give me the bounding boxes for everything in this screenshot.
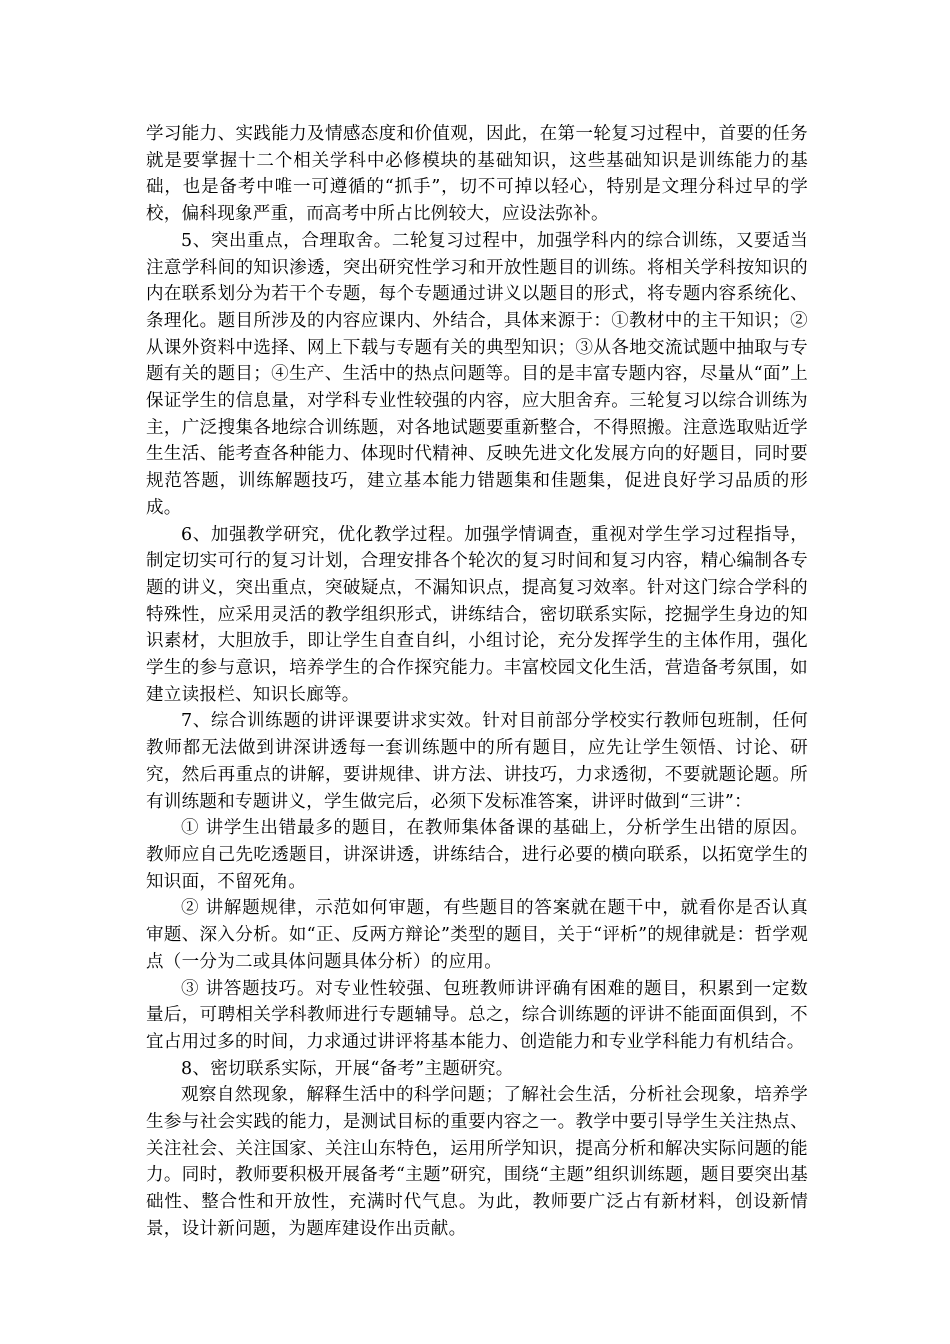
paragraph-item-8: 8、密切联系实际，开展“备考”主题研究。	[181, 1058, 514, 1079]
paragraph-item-7: 7、综合训练题的讲评课要讲求实效。针对目前部分学校实行教师包班制，任何教师都无法做到讲深讲透每一套训练题中的所有题目，应先让学生领悟、讨论、研究，然后再重点的讲解，要讲规律、讲方法、讲技巧，力求透彻，不要就题论题。所有训练题和专题讲义，学生做完后，必须下发标准答案，讲评时做到“三讲”：	[146, 711, 808, 812]
paragraph-subitem-2: ② 讲解题规律，示范如何审题，有些题目的答案就在题干中，就看你是否认真审题、深入分析。如“正、反两方辩论”类型的题目，关于“评析”的规律就是：哲学观点（一分为二或具体问题具体分析）的应用。	[146, 898, 808, 972]
document-page	[146, 121, 808, 1243]
paragraph-item-6: 6、加强教学研究，优化教学过程。加强学情调查，重视对学生学习过程指导，制定切实可行的复习计划，合理安排各个轮次的复习时间和复习内容，精心编制各专题的讲义，突出重点，突破疑点，不漏知识点，提高复习效率。针对这门综合学科的特殊性，应采用灵活的教学组织形式，讲练结合，密切联系实际，挖掘学生身边的知识素材，大胆放手，即让学生自查自纠，小组讨论，充分发挥学生的主体作用，强化学生的参与意识，培养学生的合作探究能力。丰富校园文化生活，营造备考氛围，如建立读报栏、知识长廊等。	[146, 524, 808, 705]
paragraph-item-5: 5、突出重点，合理取舍。二轮复习过程中，加强学科内的综合训练，又要适当注意学科间的知识渗透，突出研究性学习和开放性题目的训练。将相关学科按知识的内在联系划分为若干个专题，每个专题通过讲义以题目的形式，将专题内容系统化、条理化。题目所涉及的内容应课内、外结合，具体来源于：①教材中的主干知识；②从课外资料中选择、网上下载与专题有关的典型知识；③从各地交流试题中抽取与专题有关的题目；④生产、生活中的热点问题等。目的是丰富专题内容，尽量从“面”上保证学生的信息量，对学科专业性较强的内容，应大胆舍弃。三轮复习以综合训练为主，广泛搜集各地综合训练题，对各地试题要重新整合，不得照搬。注意选取贴近学生生活、能考查各种能力、体现时代精神、反映先进文化发展方向的好题目，同时要规范答题，训练解题技巧，建立基本能力错题集和佳题集，促进良好学习品质的形成。	[146, 230, 808, 518]
paragraph-subitem-1: ① 讲学生出错最多的题目，在教师集体备课的基础上，分析学生出错的原因。教师应自己先吃透题目，讲深讲透，讲练结合，进行必要的横向联系，以拓宽学生的知识面，不留死角。	[146, 818, 808, 892]
paragraph-continuation: 学习能力、实践能力及情感态度和价值观，因此，在第一轮复习过程中，首要的任务就是要掌握十二个相关学科中必修模块的基础知识，这些基础知识是训练能力的基础，也是备考中唯一可遵循的“抓手”，切不可掉以轻心，特别是文理分科过早的学校，偏科现象严重，而高考中所占比例较大，应设法弥补。	[146, 124, 808, 225]
paragraph-subitem-3: ③ 讲答题技巧。对专业性较强、包班教师讲评确有困难的题目，积累到一定数量后，可聘相关学科教师进行专题辅导。总之，综合训练题的评讲不能面面俱到，不宜占用过多的时间，力求通过讲评将基本能力、创造能力和专业学科能力有机结合。	[146, 978, 808, 1052]
paragraph-item-8-body: 观察自然现象，解释生活中的科学问题；了解社会生活，分析社会现象，培养学生参与社会实践的能力，是测试目标的重要内容之一。教学中要引导学生关注热点、关注社会、关注国家、关注山东特色，运用所学知识，提高分析和解决实际问题的能力。同时，教师要积极开展备考“主题”研究，围绕“主题”组织训练题，题目要突出基础性、整合性和开放性，充满时代气息。为此，教师要广泛占有新材料，创设新情景，设计新问题，为题库建设作出贡献。	[146, 1085, 808, 1239]
